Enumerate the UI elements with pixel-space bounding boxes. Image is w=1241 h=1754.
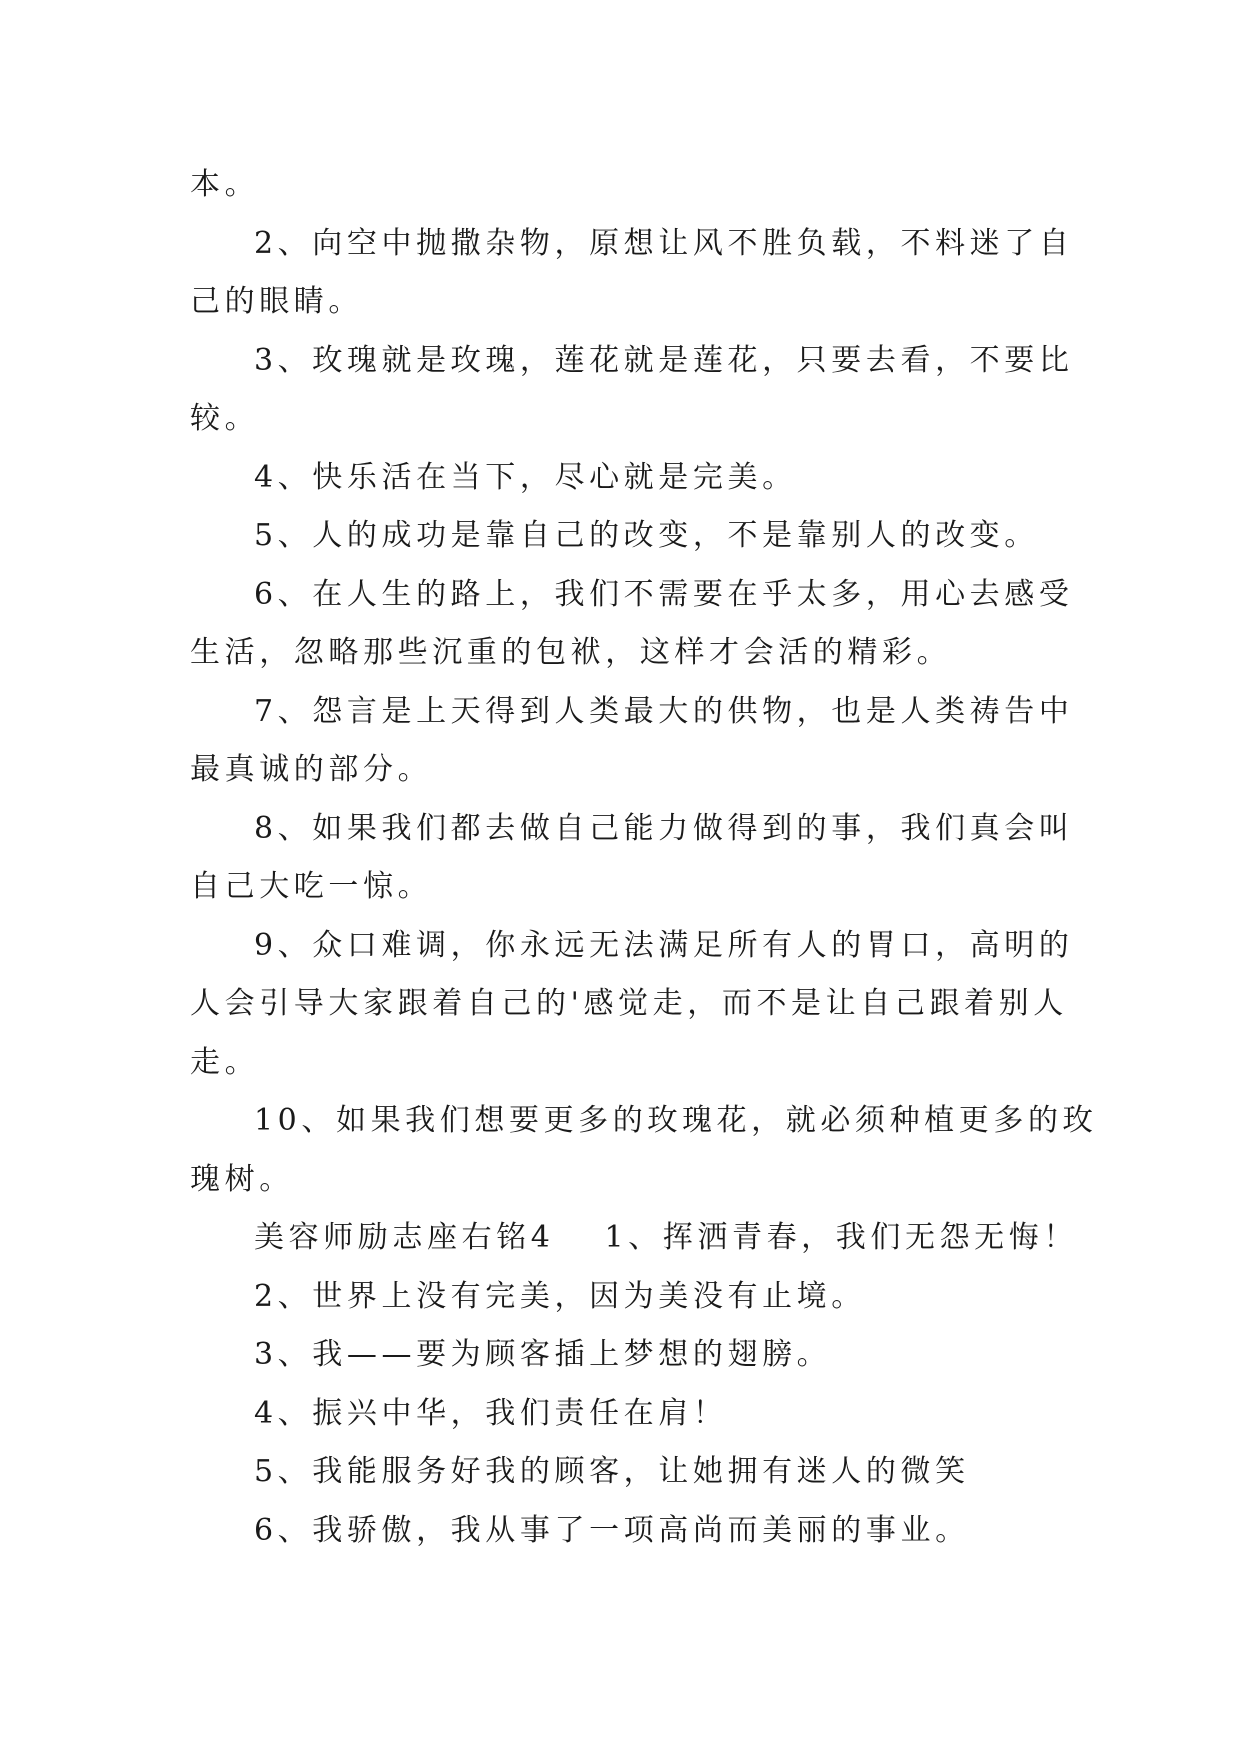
text-line: 自己大吃一惊。 — [190, 869, 433, 904]
text-line: 较。 — [190, 401, 260, 436]
text-line: 4、快乐活在当下，尽心就是完美。 — [254, 459, 797, 495]
text-line: 走。 — [190, 1044, 260, 1080]
document-body — [190, 156, 1098, 1560]
text-line: 人会引导大家跟着自己的'感觉走，而不是让自己跟着别人 — [190, 986, 1068, 1021]
list-item: 2、世界上没有完美，因为美没有止境。 — [254, 1278, 866, 1314]
text-line: 7、怨言是上天得到人类最大的供物，也是人类祷告中 — [254, 693, 1074, 729]
section-first-item: 1、挥洒青春，我们无怨无悔！ — [604, 1220, 1078, 1255]
text-line: 生活，忽略那些沉重的包袱，这样才会活的精彩。 — [190, 635, 952, 670]
text-line: 6、在人生的路上，我们不需要在乎太多，用心去感受 — [254, 576, 1074, 612]
list-item: 5、我能服务好我的顾客，让她拥有迷人的微笑 — [254, 1454, 970, 1489]
text-line: 2、向空中抛撒杂物，原想让风不胜负载，不料迷了自 — [254, 225, 1074, 261]
text-line: 8、如果我们都去做自己能力做得到的事，我们真会叫 — [254, 810, 1074, 846]
list-item: 3、我——要为顾客插上梦想的翅膀。 — [254, 1337, 832, 1372]
text-line: 10、如果我们想要更多的玫瑰花，就必须种植更多的玫 — [254, 1103, 1098, 1138]
text-line: 瑰树。 — [190, 1161, 294, 1197]
section-title: 美容师励志座右铭4 — [254, 1220, 555, 1255]
list-item: 4、振兴中华，我们责任在肩！ — [254, 1395, 728, 1431]
text-line: 本。 — [190, 167, 260, 202]
text-line: 最真诚的部分。 — [190, 752, 433, 787]
list-item: 6、我骄傲，我从事了一项高尚而美丽的事业。 — [254, 1512, 970, 1548]
text-line: 己的眼睛。 — [190, 284, 363, 319]
section-heading-line — [190, 1209, 1078, 1268]
text-line: 9、众口难调，你永远无法满足所有人的胃口，高明的 — [254, 927, 1074, 963]
text-line: 3、玫瑰就是玫瑰，莲花就是莲花，只要去看，不要比 — [254, 342, 1074, 378]
text-line: 5、人的成功是靠自己的改变，不是靠别人的改变。 — [254, 518, 1039, 553]
